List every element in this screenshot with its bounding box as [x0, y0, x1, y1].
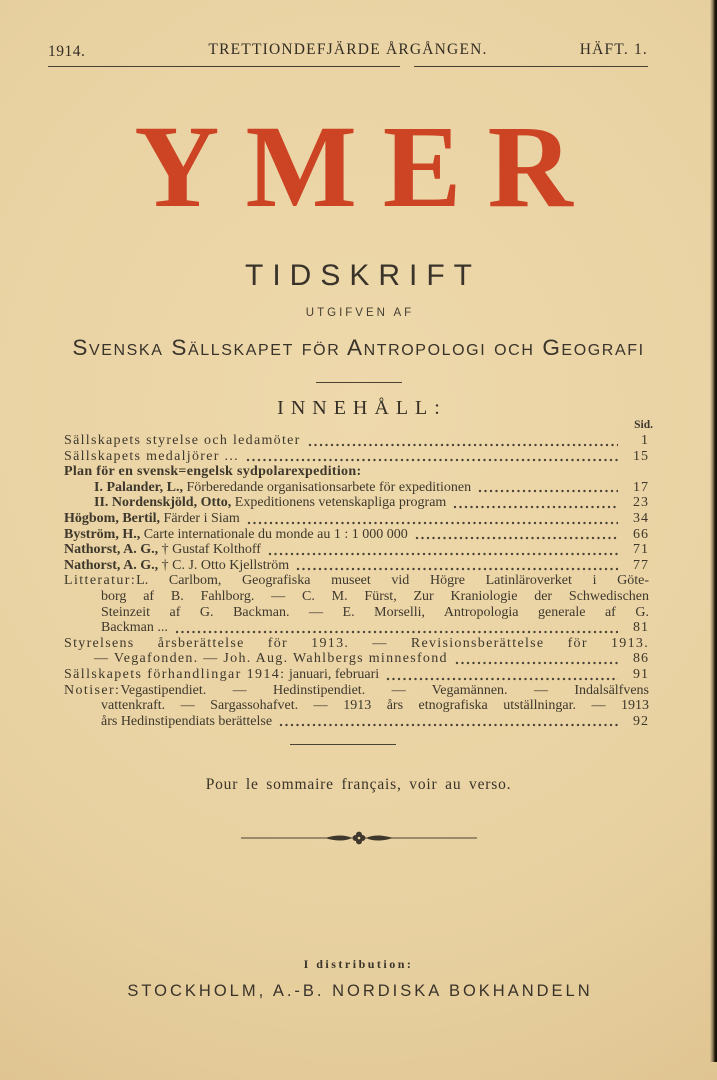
dot-leader: [453, 505, 618, 509]
header-year: 1914.: [48, 43, 86, 60]
dot-leader: [175, 630, 618, 634]
toc-entry: [64, 698, 649, 714]
toc-entry: [64, 714, 649, 730]
toc-entry-title: — Vegafonden. — Joh. Aug. Wahlbergs minnesfond: [94, 651, 448, 667]
toc-entry: [64, 495, 649, 511]
toc-entry: [64, 683, 649, 699]
toc-entry-title: L. Carlbom, Geografiska museet vid Högre Latinläroverket i Göte-: [136, 573, 649, 589]
table-of-contents: [64, 433, 649, 729]
toc-page-number: 34: [633, 510, 649, 526]
page-edge-shadow: [710, 0, 717, 1062]
toc-entry: [64, 511, 649, 527]
society-name: Svenska Sällskapet för Antropologi och Geografi: [72, 335, 645, 360]
dot-leader: [415, 536, 618, 540]
toc-end-rule: [290, 744, 396, 745]
masthead-rule: [316, 382, 402, 383]
dot-leader: [308, 443, 618, 447]
toc-entry: [64, 667, 649, 683]
toc-entry-title: Sällskapets styrelse och ledamöter: [64, 433, 301, 448]
toc-entry-title: † C. J. Otto Kjellström: [158, 557, 290, 573]
page-header: [48, 41, 648, 61]
toc-entry: [64, 449, 649, 465]
dot-leader: [247, 521, 618, 525]
toc-entry: [64, 527, 649, 543]
dot-leader: [386, 677, 618, 681]
toc-entry: [64, 558, 649, 574]
toc-entry-title: Färder i Siam: [160, 510, 240, 526]
toc-page-number: 86: [633, 651, 649, 667]
page-column-label: Sid.: [634, 419, 653, 431]
toc-entry-author: Högbom, Bertil,: [64, 510, 161, 526]
dot-leader: [455, 661, 618, 665]
toc-entry-author: II. Nordenskjöld, Otto,: [94, 495, 232, 511]
toc-entry: [64, 464, 649, 480]
toc-page-number: 92: [633, 713, 649, 729]
toc-page-number: 77: [633, 557, 649, 573]
toc-entry-title: Plan för en svensk=engelsk sydpolarexpedition:: [64, 464, 362, 480]
toc-entry-title: Styrelsens årsberättelse för 1913. — Revisionsberättelse för 1913.: [64, 635, 649, 651]
published-by-line: UTGIFVEN AF: [305, 307, 415, 319]
toc-entry-title: Förberedande organisationsarbete för expeditionen: [182, 479, 472, 495]
dot-leader: [268, 552, 618, 556]
toc-entry: [64, 480, 649, 496]
toc-heading: INNEHÅLL:: [277, 397, 447, 419]
header-volume: TRETTIONDEFJÄRDE ÅRGÅNGEN.: [208, 41, 488, 58]
toc-entry-author: Nathorst, A. G.,: [64, 542, 159, 558]
toc-entry: [64, 542, 649, 558]
toc-page-number: 66: [633, 526, 649, 542]
header-rule-right: [414, 66, 648, 67]
toc-entry: [64, 636, 649, 652]
toc-page-number: 23: [633, 495, 649, 511]
toc-entry-title: Sällskapets medaljörer ...: [64, 448, 239, 464]
toc-entry-title: januari, februari: [285, 666, 380, 682]
toc-entry: [64, 433, 649, 449]
toc-entry: [64, 573, 649, 589]
toc-section-label: Sällskapets förhandlingar 1914:: [64, 666, 286, 682]
toc-entry: [64, 605, 649, 621]
toc-entry-title: † Gustaf Kolthoff: [158, 542, 261, 558]
toc-entry: [64, 620, 649, 636]
dot-leader: [246, 458, 618, 462]
toc-page-number: 71: [633, 542, 649, 558]
toc-page-number: 91: [633, 666, 649, 682]
toc-entry-author: I. Palander, L.,: [94, 479, 183, 495]
dot-leader: [279, 723, 618, 727]
toc-entry-title: Backman ...: [101, 620, 168, 636]
toc-entry-title: Expeditionens vetenskapliga program: [231, 495, 447, 511]
toc-page-number: 17: [633, 479, 649, 495]
dot-leader: [296, 567, 618, 571]
toc-entry-title: Vegastipendiet. — Hedinstipendiet. — Vegamännen. — Indalsälfvens: [120, 682, 649, 698]
french-summary-note: Pour le sommaire français, voir au verso.: [205, 776, 512, 793]
toc-entry-title: Steinzeit af G. Backman. — E. Morselli, Antropologia generale af G.: [101, 604, 649, 620]
toc-entry-author: Nathorst, A. G.,: [64, 557, 159, 573]
journal-title: YMER: [134, 101, 599, 232]
toc-entry: [64, 651, 649, 667]
toc-entry-title: borg af B. Fahlborg. — C. M. Fürst, Zur Kraniologie der Schwedischen: [101, 588, 649, 604]
header-issue: HÄFT. 1.: [579, 41, 648, 58]
toc-entry-title: års Hedinstipendiats berättelse: [101, 713, 273, 729]
toc-section-label: Notiser:: [64, 682, 121, 698]
fleuron-icon: [239, 830, 479, 846]
header-rule-left: [48, 66, 400, 67]
toc-page-number: 81: [633, 620, 649, 636]
toc-entry-title: Carte internationale du monde au 1 : 1 000 000: [140, 526, 408, 542]
toc-entry: [64, 589, 649, 605]
ornament-divider: [0, 830, 717, 851]
toc-page-number: 15: [633, 448, 649, 464]
journal-subtitle: TIDSKRIFT: [245, 259, 481, 292]
distribution-label: I distribution:: [303, 957, 414, 971]
toc-section-label: Litteratur:: [64, 573, 137, 589]
publisher-line: STOCKHOLM, A.-B. NORDISKA BOKHANDELN: [127, 982, 593, 1000]
toc-page-number: 1: [641, 433, 649, 448]
toc-entry-author: Byström, H.,: [64, 526, 141, 542]
toc-entry-title: vattenkraft. — Sargassohafvet. — 1913 års etnografiska utställningar. — 1913: [101, 698, 649, 714]
dot-leader: [478, 489, 618, 493]
